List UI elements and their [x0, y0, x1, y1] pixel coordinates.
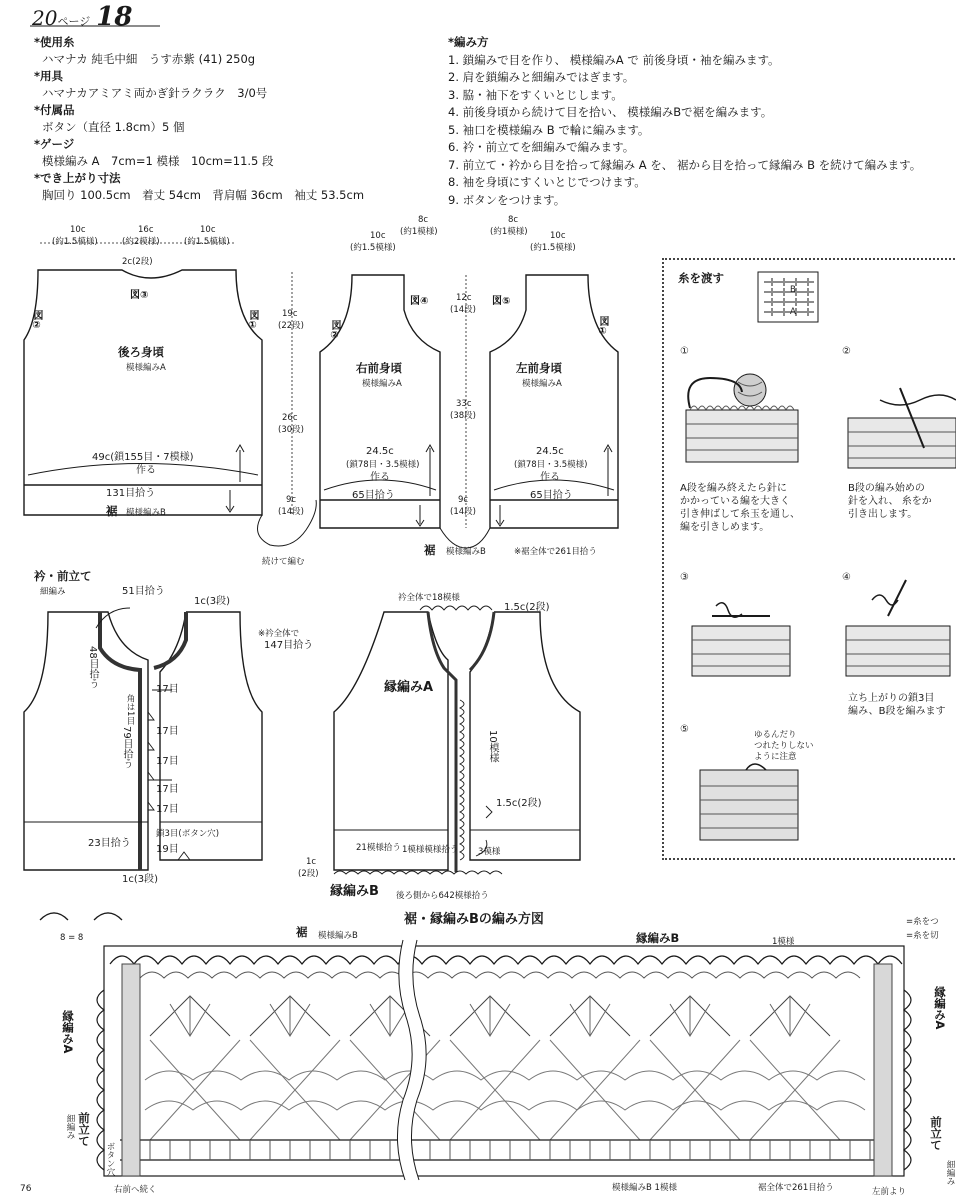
back-top-dim-left: 10c — [70, 225, 86, 235]
edging-21: 21模様拾う — [356, 843, 401, 853]
rf-top8: 8c — [418, 215, 429, 225]
materials-tool: ハマナカアミアミ両かぎ針ラクラク 3/0号 — [42, 86, 268, 100]
chart-front-right-sub: 細編み — [945, 1160, 955, 1186]
chart-front-left: 前立て — [77, 1112, 91, 1147]
collar-19: 19目 — [156, 844, 179, 855]
instruction-step: 3. 脇・袖下をすくいとじします。 — [448, 87, 623, 102]
dim-9b-rows: (14段) — [450, 507, 476, 517]
rf-chain-sub: (鎖78目・3.5模様) — [346, 460, 420, 470]
instruction-step: 1. 鎖編みで目を作り、 模様編みA で 前後身頃・袖を編みます。 — [448, 52, 780, 67]
instruction-step: 4. 前後身頃から続けて目を拾い、 模様編みBで裾を編みます。 — [448, 105, 773, 119]
collar-corner: 角は1目 — [125, 694, 135, 725]
thread-step-3: ③ — [680, 572, 689, 583]
thread-title: 糸を渡す — [678, 271, 724, 285]
pattern-number: 18 — [96, 2, 133, 32]
thread-caption-1: A段を編み終えたら針に かかっている編を大きく 引き伸ばして糸玉を通し、 編を引きしめます。 — [680, 483, 800, 533]
instruction-step: 7. 前立て・衿から目を拾って縁編み A を、 裾から目を拾って縁編み B を続けて編みます。 — [448, 157, 922, 172]
lf-fig5: 図⑤ — [492, 296, 511, 307]
back-fig1: 図① — [247, 310, 258, 331]
hem-label-pattern: 模様編みB — [446, 547, 486, 557]
collar-23: 23目拾う — [88, 838, 131, 849]
rf-make: 作る — [370, 472, 390, 483]
instruction-step: 5. 袖口を模様編み B で輪に編みます。 — [448, 122, 650, 137]
collar-1c: 1c(3段) — [194, 596, 231, 607]
rf-top8-sub: (約1模様) — [400, 227, 438, 237]
collar-79: 79目拾う — [121, 726, 132, 769]
collar-17a: 17目 — [156, 684, 179, 695]
chart-motif: 8 = 8 — [60, 933, 84, 943]
back-top-dim-right: 10c — [200, 225, 216, 235]
chart-hem: 裾 — [296, 925, 308, 939]
chart-edge-a-right: 縁編みA — [933, 986, 947, 1030]
lf-title: 左前身頃 — [516, 361, 562, 375]
instructions-head: *編み方 — [448, 35, 489, 49]
rf-top-sub: (約1.5模様) — [350, 243, 396, 253]
instruction-step: 6. 衿・前立てを細編みで編みます。 — [448, 140, 635, 154]
materials-gauge: 模様編み A 7cm=1 模様 10cm=11.5 段 — [42, 154, 274, 168]
rf-pattern: 模様編みA — [362, 379, 402, 389]
chart-legend-cut: =糸を切 — [906, 931, 939, 941]
collar-title: 衿・前立て — [34, 569, 92, 583]
lf-top8: 8c — [508, 215, 519, 225]
back-hem-pattern: 模様編みB — [126, 508, 166, 518]
back-hem: 裾 — [106, 504, 118, 518]
collar-bottom-1c: 1c(3段) — [122, 874, 159, 885]
lf-pick: 65目拾う — [530, 490, 573, 501]
back-fig2: 図② — [31, 310, 42, 331]
edging-15a: 1.5c(2段) — [504, 602, 550, 613]
instruction-step: 2. 肩を鎖編みと細編みではぎます。 — [448, 70, 635, 84]
materials-yarn: ハマナカ 純毛中細 うす赤紫 (41) 250g — [42, 52, 256, 66]
chart-buttonhole: ボタン穴 — [105, 1142, 115, 1176]
hem-total-note: ※裾全体で261目拾う — [514, 547, 597, 557]
back-chain: 49c(鎖155目・7模様) — [92, 452, 194, 463]
chart-front-right: 前立て — [929, 1116, 943, 1151]
edging-1c-rows: (2段) — [298, 869, 319, 879]
hem-label: 裾 — [424, 543, 436, 557]
edging-1: 1模様模様拾う — [402, 845, 459, 855]
join-note: 続けて編む — [262, 557, 305, 567]
collar-51: 51目拾う — [122, 586, 165, 597]
collar-sub: 細編み — [40, 587, 66, 597]
edging-1c: 1c — [306, 857, 317, 867]
materials-parts-head: *付属品 — [34, 103, 75, 117]
collar-17e: 17目 — [156, 804, 179, 815]
chart-continue: 右前へ続く — [114, 1185, 157, 1195]
edging-3: 3模様 — [478, 847, 501, 857]
dim-12: 12c — [456, 293, 472, 303]
dim-12-rows: (14段) — [450, 305, 476, 315]
edging-b-note: 後ろ側から642模様拾う — [396, 891, 489, 901]
back-pattern: 模様編みA — [126, 363, 166, 373]
materials-yarn-head: *使用糸 — [34, 35, 75, 49]
thread-caption-2: B段の編み始めの 針を入れ、 糸をか 引き出します。 — [848, 483, 932, 520]
lf-top-sub: (約1.5模様) — [530, 243, 576, 253]
chart-edge-a-left: 縁編みA — [61, 1010, 75, 1054]
chart-hem-pattern: 模様編みB — [318, 931, 358, 941]
collar-48: 48目拾う — [87, 646, 98, 689]
edging-15b: 1.5c(2段) — [496, 798, 542, 809]
page-unit: ページ — [57, 15, 91, 28]
edging-top-note: 衿全体で18模様 — [398, 593, 460, 603]
back-pick: 131目拾う — [106, 488, 156, 499]
collar-17c: 17目 — [156, 756, 179, 767]
lf-top: 10c — [550, 231, 566, 241]
back-top-sub-right: (約1.5模様) — [184, 237, 230, 247]
materials-size: 胸回り 100.5cm 着丈 54cm 背肩幅 36cm 袖丈 53.5cm — [42, 188, 365, 202]
lf-fig1: 図① — [597, 316, 608, 337]
materials-gauge-head: *ゲージ — [34, 137, 75, 151]
lf-top8-sub: (約1模様) — [490, 227, 528, 237]
edging-title: 縁編みA — [384, 680, 434, 695]
dim-19: 19c — [282, 309, 298, 319]
collar-buttonhole: 鎖3目(ボタン穴) — [156, 829, 220, 839]
back-neck-dim: 2c(2段) — [122, 257, 153, 267]
dim-33: 33c — [456, 399, 472, 409]
thread-step-2: ② — [842, 346, 851, 357]
chart-legend-join: =糸をつ — [906, 917, 939, 927]
rf-fig4: 図④ — [410, 296, 429, 307]
page-number: 20 — [32, 6, 58, 30]
collar-17d: 17目 — [156, 784, 179, 795]
chart-edge-b: 縁編みB — [636, 931, 680, 945]
back-top-sub-left: (約1.5模様) — [52, 237, 98, 247]
lf-pattern: 模様編みA — [522, 379, 562, 389]
back-title: 後ろ身頃 — [118, 345, 164, 359]
lf-chain: 24.5c — [536, 446, 564, 457]
materials-parts: ボタン（直径 1.8cm）5 個 — [42, 120, 185, 134]
chart-one-repeat: 1模様 — [772, 937, 795, 947]
dim-19-rows: (22段) — [278, 321, 304, 331]
page-footer-number: 76 — [20, 1184, 32, 1194]
rf-chain: 24.5c — [366, 446, 394, 457]
dim-26: 26c — [282, 413, 298, 423]
back-top-dim-mid: 16c — [138, 225, 154, 235]
materials-tool-head: *用具 — [34, 69, 64, 83]
lf-chain-sub: (鎖78目・3.5模様) — [514, 460, 588, 470]
lf-make: 作る — [540, 472, 560, 483]
dim-26-rows: (30段) — [278, 425, 304, 435]
chart-from-left: 左前より — [872, 1187, 907, 1197]
materials-size-head: *でき上がり寸法 — [34, 171, 121, 185]
collar-note1: ※衿全体で — [258, 629, 300, 639]
chart-title: 裾・縁編みBの編み方図 — [404, 912, 544, 927]
chart-bottom-one: 模様編みB 1模様 — [612, 1183, 677, 1193]
collar-17b: 17目 — [156, 726, 179, 737]
dim-33-rows: (38段) — [450, 411, 476, 421]
rf-pick: 65目拾う — [352, 490, 395, 501]
thread-step-4: ④ — [842, 572, 851, 583]
back-fig3: 図③ — [130, 290, 149, 301]
rf-top: 10c — [370, 231, 386, 241]
rf-fig2: 図② — [329, 320, 340, 341]
collar-note2: 147目拾う — [264, 640, 314, 651]
thread-caption-4: 立ち上がりの鎖3目 編み、B段を編みます — [848, 693, 946, 717]
instruction-step: 9. ボタンをつけます。 — [448, 192, 566, 207]
rf-title: 右前身頃 — [356, 361, 402, 375]
thread-row-b: B — [790, 285, 796, 295]
thread-step-1: ① — [680, 346, 689, 357]
dim-9-rows: (14段) — [278, 507, 304, 517]
edging-b-title: 縁編みB — [330, 884, 379, 899]
chart-front-left-sub: 細編み — [65, 1114, 75, 1140]
instruction-step: 8. 袖を身頃にすくいとじでつけます。 — [448, 175, 646, 189]
edging-10: 10模様 — [487, 730, 498, 763]
dim-9b: 9c — [458, 495, 469, 505]
chart-bottom-total: 裾全体で261目拾う — [758, 1183, 834, 1193]
back-make: 作る — [136, 465, 156, 476]
thread-step-5: ⑤ — [680, 724, 689, 735]
back-top-sub-mid: (約2模様) — [122, 237, 160, 247]
thread-row-a: A — [790, 307, 796, 317]
dim-9: 9c — [286, 495, 297, 505]
thread-caption-5: ゆるんだり つれたりしない ように注意 — [754, 730, 814, 762]
